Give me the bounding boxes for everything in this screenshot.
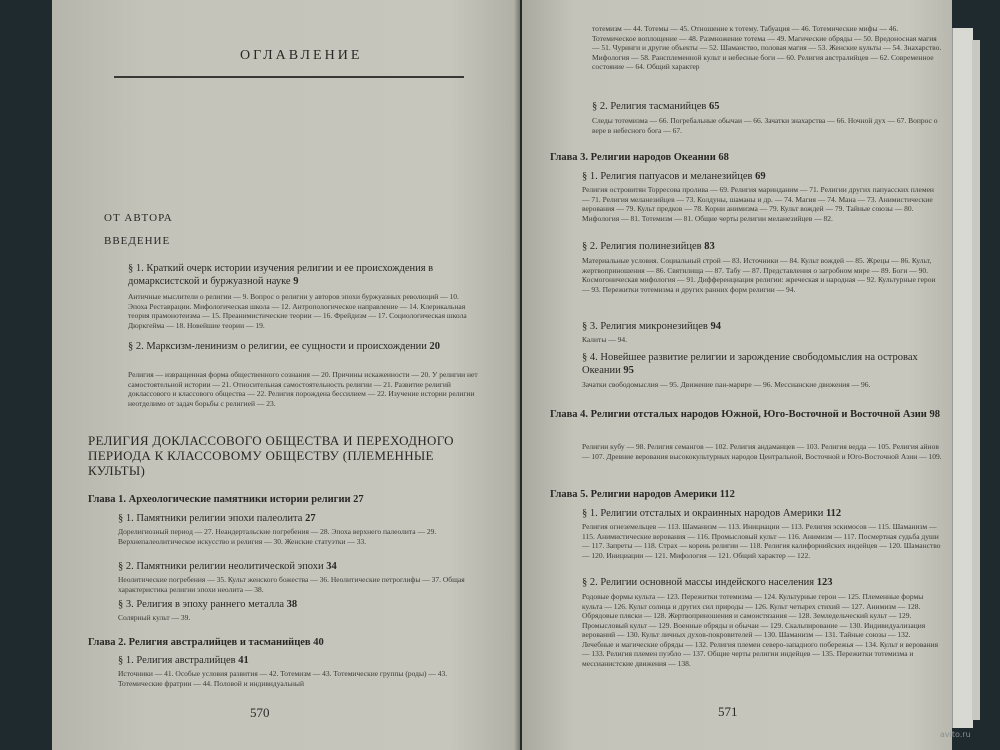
toc-page-number: 69 [755, 171, 766, 182]
right-page [522, 0, 952, 750]
toc-entry-title: § 1. Религия папуасов и меланезийцев [582, 171, 753, 182]
toc-entry-ch5-2 [582, 576, 942, 589]
chapter-4 [550, 408, 940, 421]
toc-entry-title: § 1. Религия австралийцев [118, 655, 236, 666]
toc-entry-description: Религии кубу — 98. Религия семангов — 102. Религия андаманцев — 103. Религия ведда — 105. Религия айнов — 107. Древние верования высококультурных народов Центральной, Восточной и Юго-Восточной Азии — 109. [582, 442, 942, 461]
toc-entry-description: Античные мыслители о религии — 9. Вопрос о религии у авторов эпохи буржуазных революций — 10. Эпоха Реставрации. Мифологическая школа — 12. Антропологическое направление — 14. Клерикальная теория прамонотеизма — 15. Преанимистические теории — 16. Фрейдизм — 17. Социологическая школа Дюркгейма — 18. Новейшие теории — 19. [128, 292, 467, 330]
page-number: 571 [718, 704, 738, 719]
toc-entry-ch1-2 [118, 560, 468, 573]
toc-page-number: 9 [293, 276, 299, 287]
toc-page-number: 98 [929, 409, 940, 420]
chapter-3 [550, 151, 940, 164]
toc-entry-description: Религия — извращенная форма общественного сознания — 20. Причины искаженности — 20. У религии нет самостоятельной истории — 21. Относительная самостоятельность религии — 21. Развитие религий доклассового и классового общества — 22. Религия порождена бессилием — 22. Изучение истории религии неотделимо от задач борьбы с религией — 23. [128, 370, 478, 408]
toc-entry-description: Солярный культ — 39. [118, 613, 191, 622]
toc-entry-description: Родовые формы культа — 123. Пережитки тотемизма — 124. Культурные герои — 125. Племенные формы культа — 126. Культ солнца и других сил природы — 126. Культ четырех стихий — 127. Анимизм — 128. Обрядовые пляски — 128. Жертвоприношения и самоистязания — 128. Земледельческий культ — 129. Промысловый культ — 129. Военные обряды и обычаи — 129. Скальпирование — 130. Индивидуализация верований — 130. Культ личных духов-покровителей — 130. Шаманизм — 131. Тайные союзы — 132. Лечебные и магические обряды — 132. Религия племен северо-западного побережья — 134. Культ и верования — 133. Религия племен пуэбло — 137. Общие черты религии индейцев — 135. Пережитки тотемизма и мессианистские движения — 138. [582, 592, 939, 668]
toc-entry-intro-1 [128, 262, 478, 288]
chapter-2 [88, 636, 478, 649]
toc-page-number: 65 [708, 101, 720, 112]
chapter-title: Глава 4. Религии отсталых народов Южной, Юго-Восточной и Восточной Азии [550, 409, 927, 420]
toc-entry-description: Следы тотемизма — 66. Погребальные обычаи — 66. Зачатки знахарства — 66. Ночной дух — 67. Вопрос о вере в небесного бога — 67. [592, 116, 938, 135]
toc-entry-description: Религия огнеземельцев — 113. Шаманизм — 113. Инициации — 113. Религия эскимосов — 115. Шаманизм — 115. Анимистические верования — 116. Промысловый культ — 116. Анимизм — 117. Посмертная судьба души — 117. Запреты — 118. Страх — корень религии — 118. Религия калифорнийских индейцев — 120. Шаманство — 120. Инициации — 121. Мифология — 121. Общий характер — 122. [582, 522, 941, 560]
toc-entry-ch3-2 [582, 240, 942, 253]
toc-entry-description: Калиты — 94. [582, 335, 627, 344]
toc-entry-ch1-3 [118, 598, 468, 611]
toc-entry-title: § 2. Памятники религии неолитической эпохи [118, 561, 324, 572]
toc-entry-description: Религия островитян Торресова пролива — 69. Религия маринданим — 71. Религии других папуасских племен — 71. Религия меланезийцев — 73. Колдуны, шаманы и др. — 74. Магия — 74. Мана — 73. Анимистические верования — 79. Культ предков — 78. Корни анимизма — 79. Культ вождей — 79. Тайные союзы — 80. Мифология — 81. Тотемизм — 81. Общие черты религии меланезийцев — 82. [582, 185, 934, 223]
chapter-title: Глава 5. Религии народов Америки [550, 489, 718, 500]
toc-entry-ch2-1 [118, 654, 468, 667]
chapter-5 [550, 488, 940, 501]
toc-entry-ch5-1 [582, 507, 942, 520]
toc-entry-ch1-1 [118, 512, 468, 525]
toc-entry-ch3-4 [582, 351, 942, 377]
toc-entry-title: § 2. Религия полинезийцев [582, 241, 702, 252]
toc-entry-title: § 2. Марксизм-ленинизм о религии, ее сущности и происхождении [128, 341, 427, 352]
chapter-title: Глава 1. Археологические памятники истории религии [88, 494, 351, 505]
page-number: 570 [250, 705, 270, 720]
toc-entry-title: § 1. Памятники религии эпохи палеолита [118, 513, 303, 524]
toc-entry-title: § 4. Новейшее развитие религии и зарождение свободомыслия на островах Океании [582, 352, 918, 376]
section-ot-avtora: ОТ АВТОРА [104, 212, 173, 224]
left-page [52, 0, 520, 750]
toc-page-number: 94 [710, 321, 721, 332]
toc-page-number: 112 [825, 508, 842, 519]
toc-page-number: 40 [313, 637, 324, 648]
chapter-title: Глава 2. Религия австралийцев и тасманийцев [88, 637, 311, 648]
toc-page-number: 95 [623, 365, 634, 376]
toc-page-number: 41 [238, 655, 249, 666]
watermark: avito.ru [940, 730, 971, 739]
toc-entry-title: § 1. Краткий очерк истории изучения религии и ее происхождения в домарксистской и буржуазной науке [128, 263, 434, 287]
toc-page-number: 112 [719, 489, 735, 500]
section-vvedenie: ВВЕДЕНИЕ [104, 235, 171, 247]
toc-page-number: 83 [704, 241, 715, 252]
toc-page-number: 20 [429, 341, 440, 352]
toc-entry-ch3-1 [582, 170, 942, 183]
toc-entry-description: Материальные условия. Социальный строй — 83. Источники — 84. Культ вождей — 85. Жрецы — 86. Культ, жертвоприношения — 86. Святилища — 87. Табу — 87. Представления о загробном мире — 89. Боги — 90. Космогоническая мифология — 91. Дифференциация религии: жреческая и народная — 92. Культурные герои — 93. Пережитки тотемизма и других ранних форм религии — 94. [582, 256, 936, 294]
book-edge [952, 28, 973, 728]
toc-page-number: 27 [305, 513, 316, 524]
toc-entry-title: § 1. Религии отсталых и окраинных народов Америки [582, 508, 824, 519]
toc-entry-description: Зачатки свободомыслия — 95. Движение пан-марире — 96. Мессианские движения — 96. [582, 380, 871, 389]
open-book [52, 0, 952, 750]
toc-page-number: 123 [816, 577, 833, 588]
chapter-1 [88, 493, 478, 506]
toc-page-number: 27 [353, 494, 364, 505]
page-heading: ОГЛАВЛЕНИЕ [240, 48, 363, 63]
heading-rule [114, 76, 464, 78]
book-edge-inner [972, 40, 980, 720]
chapter-title: Глава 3. Религии народов Океании [550, 152, 716, 163]
toc-entry-description: Дорелигиозный период — 27. Неандертальские погребения — 28. Эпоха верхнего палеолита — 29. Верхнепалеолитическое искусство и религия — 30. Женские статуэтки — 33. [118, 527, 437, 546]
toc-entry-ch2-2 [592, 100, 942, 113]
toc-page-number: 34 [326, 561, 337, 572]
toc-entry-description: тотемизм — 44. Тотемы — 45. Отношение к тотему. Табуация — 46. Тотемические мифы — 46. Тотемическое воплощение — 48. Размножение тотема — 49. Магические обряды — 50. Вредоносная магия — 51. Чуринги и другие объекты — 52. Шаманство, половая магия — 53. Женские культы — 54. Знахарство. Мифология — 58. Рансплеменной культ и небесные боги — 60. Религия австралийцев — 62. Современное состояние — 64. Общий характер [592, 24, 942, 71]
toc-entry-title: § 3. Религия в эпоху раннего металла [118, 599, 285, 610]
toc-entry-intro-2 [128, 340, 478, 353]
toc-entry-ch3-3 [582, 320, 942, 333]
toc-entry-title: § 3. Религия микронезийцев [582, 321, 708, 332]
toc-entry-title: § 2. Религия тасманийцев [592, 101, 707, 112]
part-title: РЕЛИГИЯ ДОКЛАССОВОГО ОБЩЕСТВА И ПЕРЕХОДНОГО ПЕРИОДА К КЛАССОВОМУ ОБЩЕСТВУ (ПЛЕМЕННЫЕ КУЛЬТЫ) [88, 433, 454, 478]
toc-entry-description: Источники — 41. Особые условия развития — 42. Тотемизм — 43. Тотемические группы (роды) — 43. Тотемические фратрии — 44. Половой и индивидуальный [118, 669, 448, 688]
toc-entry-title: § 2. Религии основной массы индейского населения [582, 577, 815, 588]
toc-page-number: 38 [286, 599, 298, 610]
toc-entry-description: Неолитические погребения — 35. Культ женского божества — 36. Неолитические петроглифы — 37. Общая характеристика религии эпохи неолита — 38. [118, 575, 465, 594]
toc-page-number: 68 [718, 152, 729, 163]
